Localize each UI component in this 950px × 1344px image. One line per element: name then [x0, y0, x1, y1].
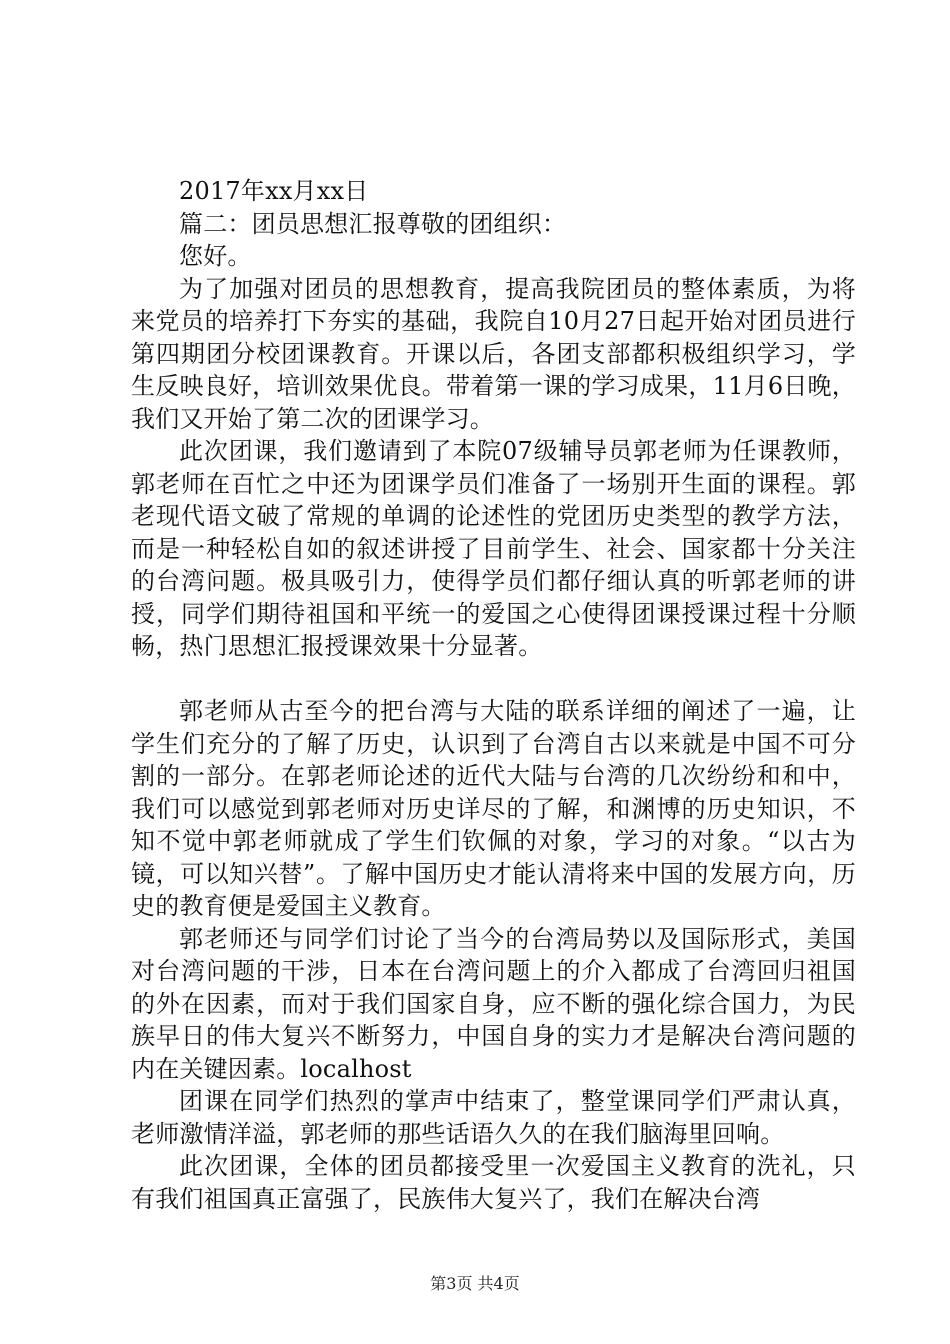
paragraph-5: 团课在同学们热烈的掌声中结束了，整堂课同学们严肃认真，老师激情洋溢，郭老师的那些话语久久的在我们脑海里回响。 — [131, 1087, 856, 1148]
greeting-line: 您好。 — [179, 242, 252, 270]
heading-line: 篇二：团员思想汇报尊敬的团组织： — [179, 209, 567, 238]
paragraph-spacer — [131, 663, 856, 696]
page-footer: 第3页 共4页 — [430, 1274, 520, 1293]
paragraph-4: 郭老师还与同学们讨论了当今的台湾局势以及国际形式，美国对台湾问题的干涉，日本在台湾问题上的介入都成了台湾回归祖国的外在因素，而对于我们国家自身，应不断的强化综合国力，为民族早日的伟大复兴不断努力，中国自身的实力才是解决台湾问题的内在关键因素。localhost — [131, 924, 856, 1083]
paragraph-3: 郭老师从古至今的把台湾与大陆的联系详细的阐述了一遍，让学生们充分的了解了历史，认识到了台湾自古以来就是中国不可分割的一部分。在郭老师论述的近代大陆与台湾的几次纷纷和和中，我们可以感觉到郭老师对历史详尽的了解，和渊博的历史知识，不知不觉中郭老师就成了学生们钦佩的对象，学习的对象。“以古为镜，可以知兴替”。了解中国历史才能认清将来中国的发展方向，历史的教育便是爱国主义教育。 — [131, 697, 856, 920]
paragraph-1: 为了加强对团员的思想教育，提高我院团员的整体素质，为将来党员的培养打下夯实的基础，我院自10月27日起开始对团员进行第四期团分校团课教育。开课以后，各团支部都积极组织学习，学生反映良好，培训效果优良。带着第一课的学习成果，11月6日晚，我们又开始了第二次的团课学习。 — [131, 274, 856, 433]
document-body — [131, 175, 856, 1215]
paragraph-2: 此次团课，我们邀请到了本院07级辅导员郭老师为任课教师，郭老师在百忙之中还为团课学员们准备了一场别开生面的课程。郭老现代语文破了常规的单调的论述性的党团历史类型的教学方法，而是一种轻松自如的叙述讲授了目前学生、社会、国家都十分关注的台湾问题。极具吸引力，使得学员们都仔细认真的听郭老师的讲授，同学们期待祖国和平统一的爱国之心使得团课授课过程十分顺畅，热门思想汇报授课效果十分显著。 — [131, 437, 856, 660]
date-line: 2017年xx月xx日 — [179, 177, 369, 205]
paragraph-6: 此次团课，全体的团员都接受里一次爱国主义教育的洗礼，只有我们祖国真正富强了，民族伟大复兴了，我们在解决台湾 — [131, 1152, 856, 1213]
